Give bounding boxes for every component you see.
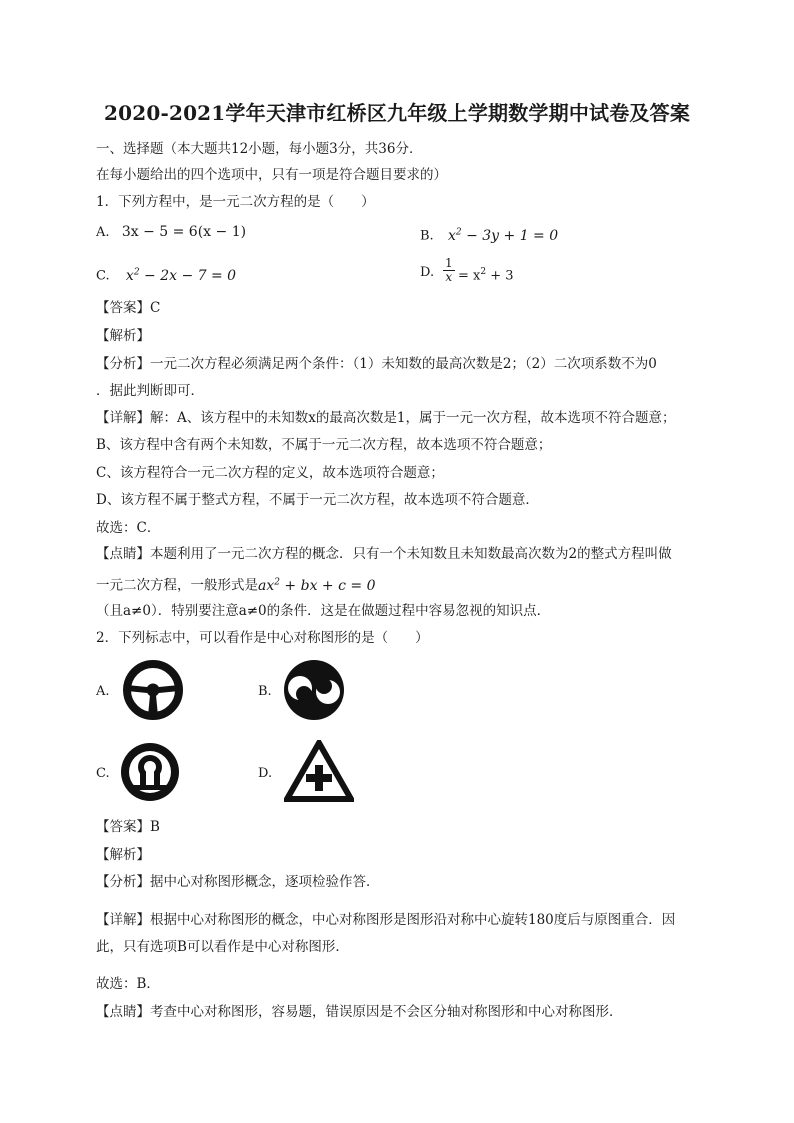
option-label: D. (420, 265, 435, 280)
option-label: A. (96, 225, 110, 240)
q1-dianjing-1: 【点睛】本题利用了一元二次方程的概念．只有一个未知数且未知数最高次数为2的整式方程叫做 (96, 546, 672, 562)
q2-fenxi: 【分析】据中心对称图形概念，逐项检验作答． (96, 874, 380, 890)
answer-value: C (150, 300, 161, 316)
q1-option-a (96, 222, 246, 243)
option-d-rhs: = $x^2 + 3$ (458, 267, 514, 284)
q1-xiangjie-4: D、该方程不属于整式方程，不属于一元二次方程，故本选项不符合题意． (96, 492, 539, 508)
q1-dianjing-2: 一元二次方程，一般形式是$ax^2$ + bx + c = 0 (96, 577, 376, 594)
q2-choice: 故选：B． (96, 976, 160, 992)
q1-xiangjie-1: 【详解】解：A、该方程中的未知数x的最高次数是1，属于一元一次方程，故本选项不符合题意； (96, 410, 676, 426)
q1-analysis-tag: 【解析】 (96, 328, 150, 344)
warning-cross-logo (284, 740, 354, 802)
option-expression: $x^2 - 2x - 7 = 0$ (125, 267, 237, 284)
q2-option-c-label: C. (96, 766, 110, 781)
option-expression: 3x − 5 = 6(x − 1) (121, 224, 247, 240)
answer-tag: 【答案】 (96, 819, 150, 835)
option-expression: $x^2 - 3y + 1 = 0$ (447, 227, 559, 244)
section-heading: 一、选择题（本大题共12小题，每小题3分，共36分． (96, 141, 423, 157)
q2-xiangjie-2: 此，只有选项B可以看作是中心对称图形． (96, 939, 349, 955)
option-label: B. (420, 228, 434, 244)
q1-option-d (420, 262, 434, 283)
q2-option-d-label: D. (258, 766, 273, 781)
railway-logo (118, 740, 182, 804)
answer-tag: 【答案】 (96, 300, 150, 316)
question-2-stem: 2．下列标志中，可以看作是中心对称图形的是（ ） (96, 630, 429, 646)
q2-answer (96, 817, 160, 837)
option-label: C. (96, 268, 110, 284)
option-d-fraction: $\frac{1}{x}$ (445, 256, 453, 284)
q1-answer (96, 298, 160, 318)
q2-analysis-tag: 【解析】 (96, 847, 150, 863)
q1-xiangjie-3: C、该方程符合一元二次方程的定义，故本选项符合题意； (96, 465, 444, 481)
q2-xiangjie-1: 【详解】根据中心对称图形的概念，中心对称图形是图形沿对称中心旋转180度后与原图重合．因 (96, 912, 676, 928)
q1-option-b (420, 222, 558, 247)
section-instruction: 在每小题给出的四个选项中，只有一项是符合题目要求的） (96, 167, 447, 183)
q1-option-c (96, 262, 236, 287)
q2-option-a-label: A. (96, 684, 110, 699)
page-title: 2020-2021学年天津市红桥区九年级上学期数学期中试卷及答案 (103, 101, 691, 125)
q1-choice: 故选：C． (96, 520, 161, 536)
steering-wheel-logo (121, 658, 185, 722)
q1-fenxi-2: ．据此判断即可． (96, 383, 204, 399)
q2-option-b-label: B. (258, 684, 272, 699)
question-1-stem: 1．下列方程中，是一元二次方程的是（ ） (96, 194, 375, 210)
q1-xiangjie-2: B、该方程中含有两个未知数，不属于一元二次方程，故本选项不符合题意； (96, 437, 552, 453)
q1-dianjing-3: （且a≠0）．特别要注意a≠0的条件．这是在做题过程中容易忽视的知识点． (96, 603, 551, 619)
double-swirl-logo (282, 658, 346, 722)
q1-fenxi-1: 【分析】一元二次方程必须满足两个条件：（1）未知数的最高次数是2；（2）二次项系数不为0 (96, 356, 657, 372)
q2-dianjing: 【点睛】考查中心对称图形，容易题，错误原因是不会区分轴对称图形和中心对称图形． (96, 1004, 623, 1020)
answer-value: B (150, 819, 160, 835)
